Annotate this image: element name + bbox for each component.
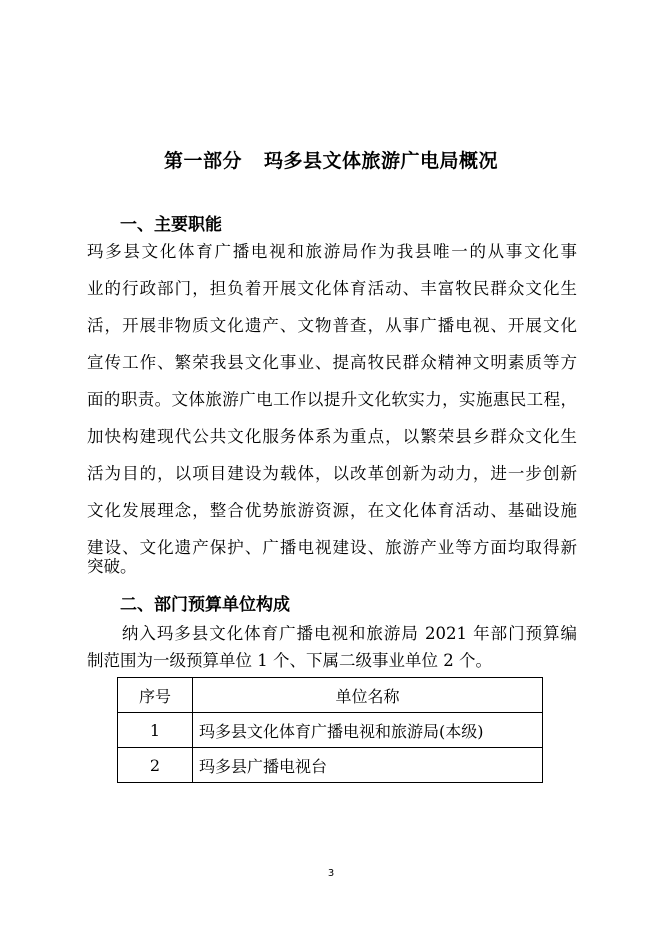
title-part: 第一部分 <box>163 150 242 172</box>
table-header-row <box>118 678 543 713</box>
page-title <box>0 146 662 173</box>
cell-unit-name: 玛多县文化体育广播电视和旅游局(本级) <box>193 713 543 748</box>
section-heading-functions: 一、主要职能 <box>120 215 222 235</box>
budget-units-table <box>117 677 543 783</box>
paragraph-line: 玛多县文化体育广播电视和旅游局作为我县唯一的从事文化事 <box>87 242 577 261</box>
paragraph-line: 活，开展非物质文化遗产、文物普查，从事广播电视、开展文化 <box>87 316 577 335</box>
paragraph-line: 业的行政部门，担负着开展文化体育活动、丰富牧民群众文化生 <box>87 279 577 298</box>
header-unit-name: 单位名称 <box>193 678 543 713</box>
section-heading-units: 二、部门预算单位构成 <box>120 595 290 615</box>
paragraph-line: 加快构建现代公共文化服务体系为重点，以繁荣县乡群众文化生 <box>87 427 577 446</box>
header-index: 序号 <box>118 678 193 713</box>
paragraph-line: 建设、文化遗产保护、广播电视建设、旅游产业等方面均取得新 <box>87 538 577 557</box>
page-number: 3 <box>327 868 335 879</box>
table-row <box>118 748 543 783</box>
paragraph-line: 活为目的，以项目建设为载体，以改革创新为动力，进一步创新 <box>87 464 577 483</box>
paragraph-line: 宣传工作、繁荣我县文化事业、提高牧民群众精神文明素质等方 <box>87 353 577 372</box>
paragraph-line: 面的职责。文体旅游广电工作以提升文化软实力，实施惠民工程， <box>87 390 577 409</box>
table-row <box>118 713 543 748</box>
title-name: 玛多县文体旅游广电局概况 <box>264 150 499 172</box>
cell-index: 1 <box>118 713 193 748</box>
cell-index: 2 <box>118 748 193 783</box>
paragraph-line: 突破。 <box>87 557 137 576</box>
cell-unit-name: 玛多县广播电视台 <box>193 748 543 783</box>
paragraph-line: 纳入玛多县文化体育广播电视和旅游局 2021 年部门预算编 <box>87 624 577 643</box>
paragraph-line: 文化发展理念，整合优势旅游资源，在文化体育活动、基础设施 <box>87 501 577 520</box>
paragraph-line: 制范围为一级预算单位 1 个、下属二级事业单位 2 个。 <box>87 651 492 670</box>
